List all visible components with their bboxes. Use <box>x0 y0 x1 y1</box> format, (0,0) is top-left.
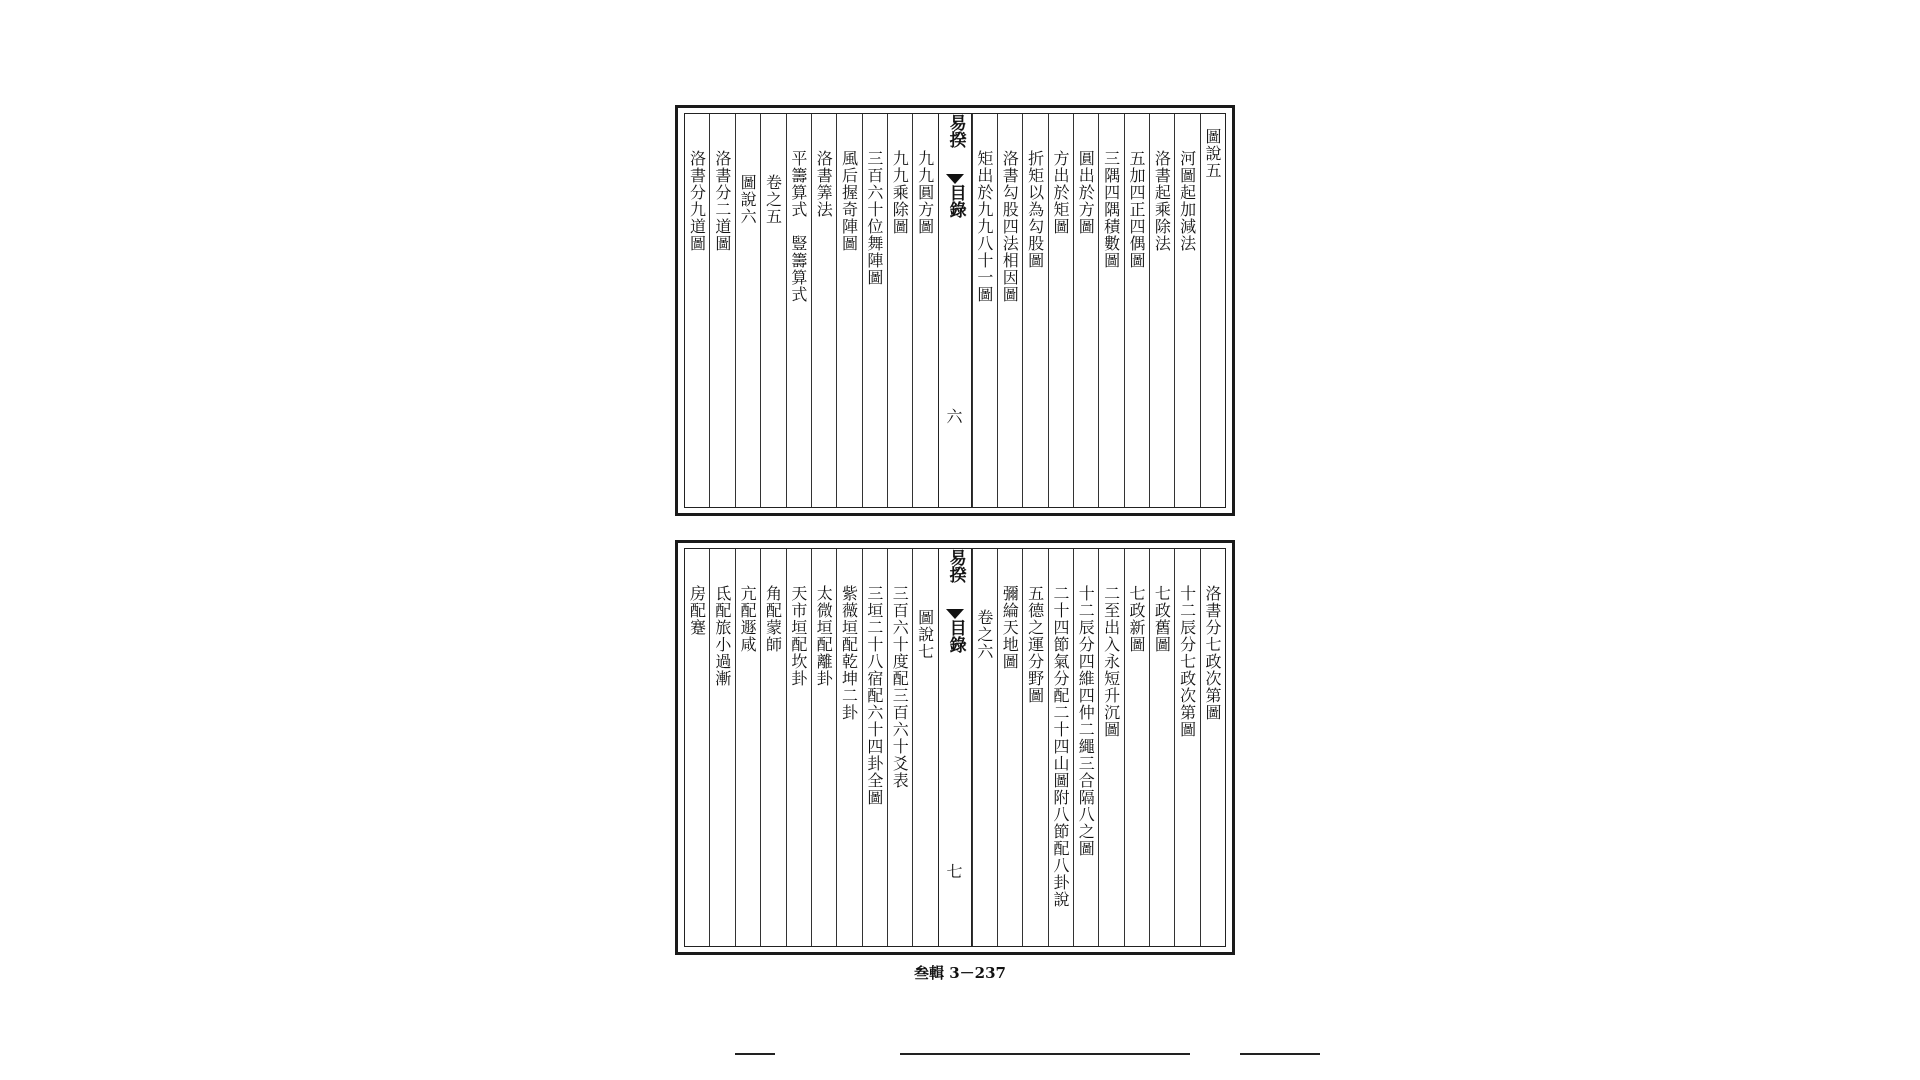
column <box>760 114 785 507</box>
column <box>972 549 997 946</box>
column <box>709 549 734 946</box>
column <box>1200 549 1225 946</box>
entry: 圓出於方圖 <box>1076 150 1096 235</box>
column <box>887 549 912 946</box>
column <box>862 549 887 946</box>
entry: 三百六十度配三百六十爻表 <box>890 585 910 789</box>
column <box>972 114 997 507</box>
column <box>912 549 937 946</box>
page-number: 六 <box>946 407 963 426</box>
column <box>836 114 861 507</box>
column <box>836 549 861 946</box>
entry: 十二辰分七政次第圖 <box>1177 585 1197 738</box>
entry: 紫薇垣配乾坤二卦 <box>839 585 859 721</box>
column <box>1124 549 1149 946</box>
column <box>1022 549 1047 946</box>
entry: 太微垣配離卦 <box>814 585 834 687</box>
entry: 氐配旅小過漸 <box>712 585 732 687</box>
entry: 二十四節氣分配二十四山圖附八節配八卦說 <box>1050 585 1070 908</box>
book-title: 易揆 <box>945 549 966 583</box>
entry-heading: 圖說五 <box>1203 128 1222 179</box>
column <box>786 549 811 946</box>
entry: 二至出入永短升沉圖 <box>1101 585 1121 738</box>
entry: 洛書起乘除法 <box>1152 150 1172 252</box>
page-footer: 叁輯 3－237 <box>914 964 1006 982</box>
entry: 洛書分二道圖 <box>712 150 732 252</box>
column <box>1048 114 1073 507</box>
entry: 天市垣配坎卦 <box>788 585 808 687</box>
entry: 九九圓方圖 <box>915 150 935 235</box>
page-six-columns <box>684 113 1226 508</box>
section-title: 目錄 <box>945 184 966 218</box>
column <box>1200 114 1225 507</box>
column <box>685 114 709 507</box>
column <box>709 114 734 507</box>
fish-tail-mark <box>946 609 964 619</box>
scan-line <box>900 1053 1190 1055</box>
entry: 十二辰分四維四仲二繩三合隔八之圖 <box>1076 585 1096 857</box>
column <box>1073 114 1098 507</box>
entry: 平籌算式 豎籌算式 <box>788 150 808 303</box>
column <box>735 114 760 507</box>
entry: 矩出於九九八十一圖 <box>974 150 994 303</box>
entry: 折矩以為勾股圖 <box>1025 150 1045 269</box>
page-seven <box>675 540 1235 955</box>
column <box>1098 549 1123 946</box>
column <box>811 549 836 946</box>
column <box>912 114 937 507</box>
entry: 三隅四隅積數圖 <box>1101 150 1121 269</box>
column <box>1098 114 1123 507</box>
entry: 房配蹇 <box>687 585 707 636</box>
column <box>1149 114 1174 507</box>
entry: 洛書勾股四法相因圖 <box>1000 150 1020 303</box>
section-title: 目錄 <box>945 619 966 653</box>
column <box>1022 114 1047 507</box>
page-seven-columns <box>684 548 1226 947</box>
column <box>997 549 1022 946</box>
column <box>1174 114 1199 507</box>
column <box>735 549 760 946</box>
page-number: 七 <box>946 862 963 881</box>
entry: 風后握奇陣圖 <box>839 150 859 252</box>
column <box>997 114 1022 507</box>
entry: 河圖起加減法 <box>1177 150 1197 252</box>
column <box>887 114 912 507</box>
entry-heading: 圖說六 <box>738 174 758 225</box>
entry: 五加四正四偶圖 <box>1126 150 1146 269</box>
scan-line <box>1240 1053 1320 1055</box>
entry: 三垣二十八宿配六十四卦全圖 <box>864 585 884 806</box>
column <box>1174 549 1199 946</box>
column <box>685 549 709 946</box>
fish-tail-mark <box>946 174 964 184</box>
column <box>760 549 785 946</box>
book-title: 易揆 <box>945 114 966 148</box>
scan-line <box>735 1053 775 1055</box>
entry-volume: 卷之五 <box>763 174 783 225</box>
entry: 七政新圖 <box>1126 585 1146 653</box>
entry: 彌綸天地圖 <box>1000 585 1020 670</box>
column <box>811 114 836 507</box>
center-fold <box>938 114 972 507</box>
entry: 亢配遯咸 <box>738 585 758 653</box>
entry: 三百六十位舞陣圖 <box>864 150 884 286</box>
page-six <box>675 105 1235 516</box>
entry: 角配蒙師 <box>763 585 783 653</box>
entry-volume: 卷之六 <box>974 609 994 660</box>
entry: 洛書分九道圖 <box>687 150 707 252</box>
entry: 方出於矩圖 <box>1050 150 1070 235</box>
column <box>1048 549 1073 946</box>
center-fold <box>938 549 972 946</box>
column <box>1124 114 1149 507</box>
column <box>786 114 811 507</box>
entry: 洛書分七政次第圖 <box>1203 585 1222 721</box>
entry: 九九乘除圖 <box>890 150 910 235</box>
entry: 五德之運分野圖 <box>1025 585 1045 704</box>
column <box>862 114 887 507</box>
entry-heading: 圖說七 <box>915 609 935 660</box>
entry: 洛書筭法 <box>814 150 834 218</box>
column <box>1149 549 1174 946</box>
column <box>1073 549 1098 946</box>
entry: 七政舊圖 <box>1152 585 1172 653</box>
